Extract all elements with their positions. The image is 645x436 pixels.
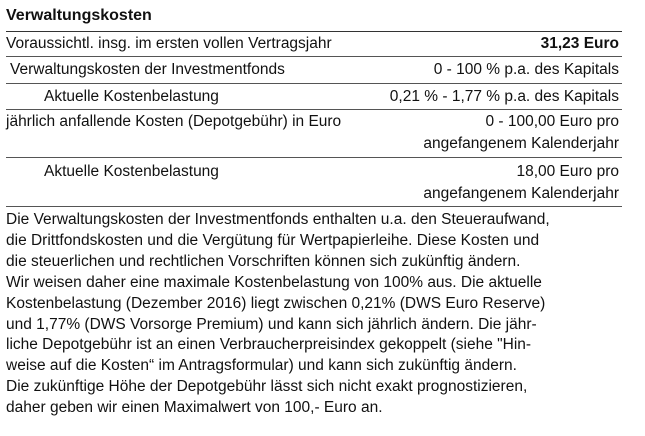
paragraph-line: liche Depotgebühr ist an einen Verbraucherpreisindex gekoppelt (siehe "Hin- (6, 336, 532, 354)
row-value-current-depot-fee-line1: 18,00 Euro pro (516, 163, 619, 180)
row-value-current-fund-costs: 0,21 % - 1,77 % p.a. des Kapitals (389, 88, 619, 105)
paragraph-line: weise auf die Kosten“ im Antragsformular) und kann sich zukünftig ändern. (6, 357, 517, 375)
paragraph-line: die steuerlichen und rechtlichen Vorschriften können sich zukünftig ändern. (6, 252, 521, 270)
row-value-current-depot-fee-line2: angefangenem Kalenderjahr (423, 185, 619, 202)
row-label-depot-fee: jährlich anfallende Kosten (Depotgebühr) in Euro (6, 113, 342, 130)
explanation-paragraph (6, 210, 645, 419)
row-value-depot-fee-line2: angefangenem Kalenderjahr (423, 135, 619, 152)
divider-line (6, 206, 622, 207)
row-label-total: Voraussichtl. insg. im ersten vollen Vertragsjahr (6, 35, 332, 52)
divider-line (6, 31, 622, 32)
divider-line (6, 56, 622, 57)
row-label-current-depot-fee: Aktuelle Kostenbelastung (44, 163, 219, 180)
row-value-total: 31,23 Euro (540, 35, 619, 52)
paragraph-line: die Drittfondskosten und die Vergütung für Wertpapierleihe. Diese Kosten und (6, 231, 540, 249)
divider-line (6, 83, 622, 84)
row-value-depot-fee-line1: 0 - 100,00 Euro pro (485, 113, 619, 130)
paragraph-line: und 1,77% (DWS Vorsorge Premium) und kann sich jährlich ändern. Die jähr- (6, 315, 537, 333)
divider-line (6, 109, 622, 110)
row-value-fund-costs: 0 - 100 % p.a. des Kapitals (433, 61, 619, 78)
paragraph-line: Die Verwaltungskosten der Investmentfonds enthalten u.a. den Steueraufwand, (6, 211, 550, 228)
paragraph-line: Die zukünftige Höhe der Depotgebühr lässt sich nicht exakt prognostizieren, (6, 378, 528, 396)
paragraph-line: Wir weisen daher eine maximale Kostenbelastung von 100% aus. Die aktuelle (6, 273, 542, 291)
row-label-current-fund-costs: Aktuelle Kostenbelastung (44, 88, 219, 105)
paragraph-line: daher geben wir einen Maximalwert von 100,- Euro an. (6, 399, 383, 417)
row-label-fund-costs: Verwaltungskosten der Investmentfonds (10, 61, 285, 78)
paragraph-line: Kostenbelastung (Dezember 2016) liegt zwischen 0,21% (DWS Euro Reserve) (6, 294, 546, 312)
section-title: Verwaltungskosten (6, 7, 152, 24)
divider-line (6, 157, 622, 158)
